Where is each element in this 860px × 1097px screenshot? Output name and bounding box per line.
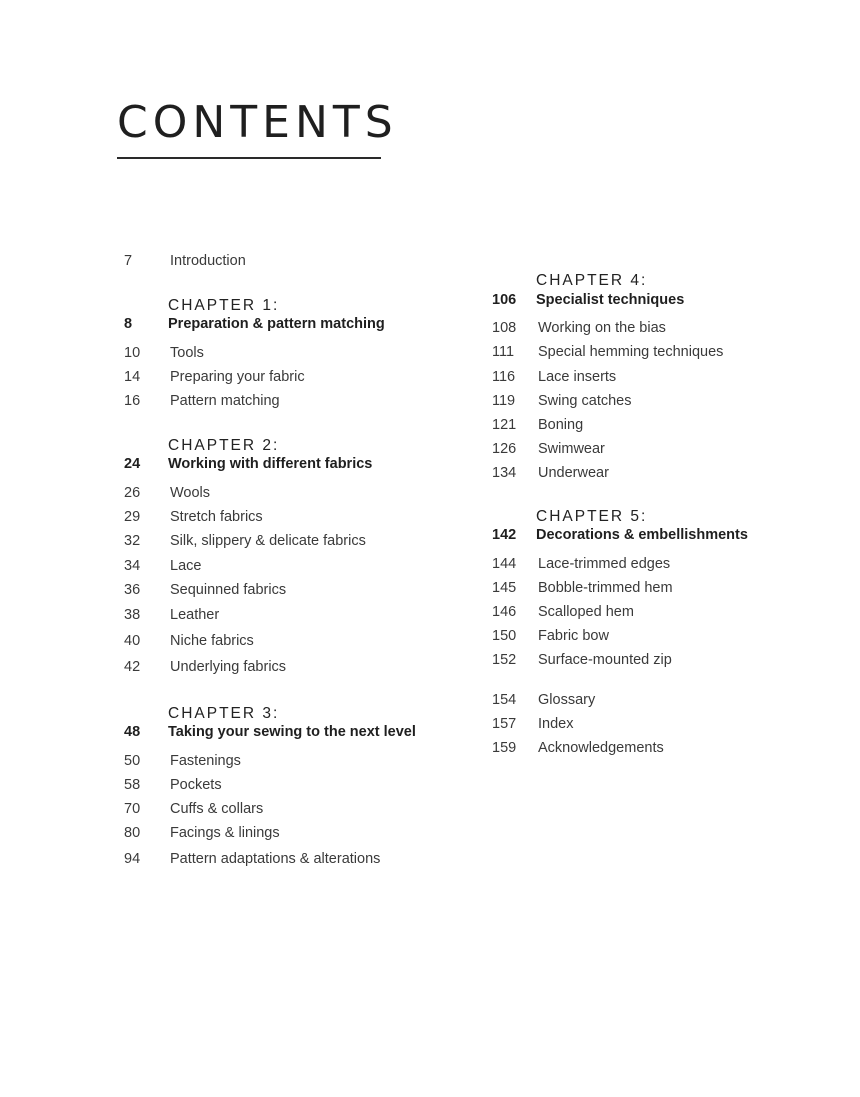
page-number: 16 (124, 393, 141, 409)
entry-label: Niche fabrics (170, 633, 254, 649)
entry-label: Pockets (170, 777, 222, 793)
page-number: 119 (492, 393, 516, 409)
entry-label: Swing catches (538, 393, 632, 409)
page-number: 126 (492, 441, 517, 457)
page-number: 144 (492, 556, 517, 572)
chapter-title: Preparation & pattern matching (168, 316, 385, 332)
page-number: 150 (492, 628, 517, 644)
chapter-title: Specialist techniques (536, 292, 685, 308)
page-number: 7 (124, 253, 133, 269)
page-number: 38 (124, 607, 141, 623)
page-number: 145 (492, 580, 517, 596)
page-number: 32 (124, 533, 141, 549)
entry-label: Facings & linings (170, 825, 280, 841)
chapter-label: CHAPTER 1: (168, 297, 280, 314)
page-number: 121 (492, 417, 517, 433)
entry-label: Preparing your fabric (170, 369, 305, 385)
page-number: 116 (492, 369, 516, 385)
page-number: 10 (124, 345, 141, 361)
page-number: 111 (492, 344, 515, 360)
title-underline (117, 157, 381, 159)
page-number: 48 (124, 724, 141, 740)
entry-label: Lace inserts (538, 369, 617, 385)
page-number: 134 (492, 465, 517, 481)
entry-label: Lace-trimmed edges (538, 556, 671, 572)
entry-label: Pattern matching (170, 393, 280, 409)
entry-label: Working on the bias (538, 320, 666, 336)
entry-label: Index (538, 716, 574, 732)
page-number: 80 (124, 825, 141, 841)
entry-label: Underlying fabrics (170, 659, 287, 675)
page-number: 108 (492, 320, 517, 336)
page-number: 58 (124, 777, 141, 793)
page-number: 154 (492, 692, 517, 708)
entry-label: Swimwear (538, 441, 605, 457)
entry-label: Tools (170, 345, 204, 361)
entry-label: Leather (170, 607, 220, 623)
chapter-label: CHAPTER 4: (536, 272, 648, 289)
page-number: 36 (124, 582, 141, 598)
page-title: CONTENTS (117, 97, 398, 148)
entry-label: Boning (538, 417, 584, 433)
entry-label: Stretch fabrics (170, 509, 263, 525)
page-number: 152 (492, 652, 517, 668)
entry-label: Introduction (170, 253, 246, 269)
chapter-label: CHAPTER 3: (168, 705, 280, 722)
page-number: 157 (492, 716, 517, 732)
chapter-label: CHAPTER 2: (168, 437, 280, 454)
entry-label: Fabric bow (538, 628, 609, 644)
page-number: 40 (124, 633, 141, 649)
chapter-title: Decorations & embellishments (536, 527, 748, 543)
page-number: 159 (492, 740, 517, 756)
entry-label: Glossary (538, 692, 596, 708)
page-number: 146 (492, 604, 517, 620)
entry-label: Surface-mounted zip (538, 652, 672, 668)
entry-label: Silk, slippery & delicate fabrics (170, 533, 366, 549)
page-number: 70 (124, 801, 141, 817)
page-number: 29 (124, 509, 141, 525)
entry-label: Fastenings (170, 753, 241, 769)
entry-label: Lace (170, 558, 202, 574)
chapter-title: Working with different fabrics (168, 456, 373, 472)
chapter-label: CHAPTER 5: (536, 508, 648, 525)
page-number: 24 (124, 456, 141, 472)
page-number: 142 (492, 527, 517, 543)
entry-label: Acknowledgements (538, 740, 664, 756)
chapter-title: Taking your sewing to the next level (168, 724, 416, 740)
entry-label: Pattern adaptations & alterations (170, 851, 381, 867)
entry-label: Sequinned fabrics (170, 582, 287, 598)
entry-label: Bobble-trimmed hem (538, 580, 673, 596)
page-number: 106 (492, 292, 517, 308)
page-number: 50 (124, 753, 141, 769)
page-number: 8 (124, 316, 133, 332)
entry-label: Cuffs & collars (170, 801, 264, 817)
page-number: 42 (124, 659, 141, 675)
entry-label: Underwear (538, 465, 609, 481)
page-number: 14 (124, 369, 141, 385)
page-number: 94 (124, 851, 141, 867)
entry-label: Special hemming techniques (538, 344, 724, 360)
entry-label: Wools (170, 485, 211, 501)
page-number: 34 (124, 558, 141, 574)
page-number: 26 (124, 485, 141, 501)
entry-label: Scalloped hem (538, 604, 634, 620)
